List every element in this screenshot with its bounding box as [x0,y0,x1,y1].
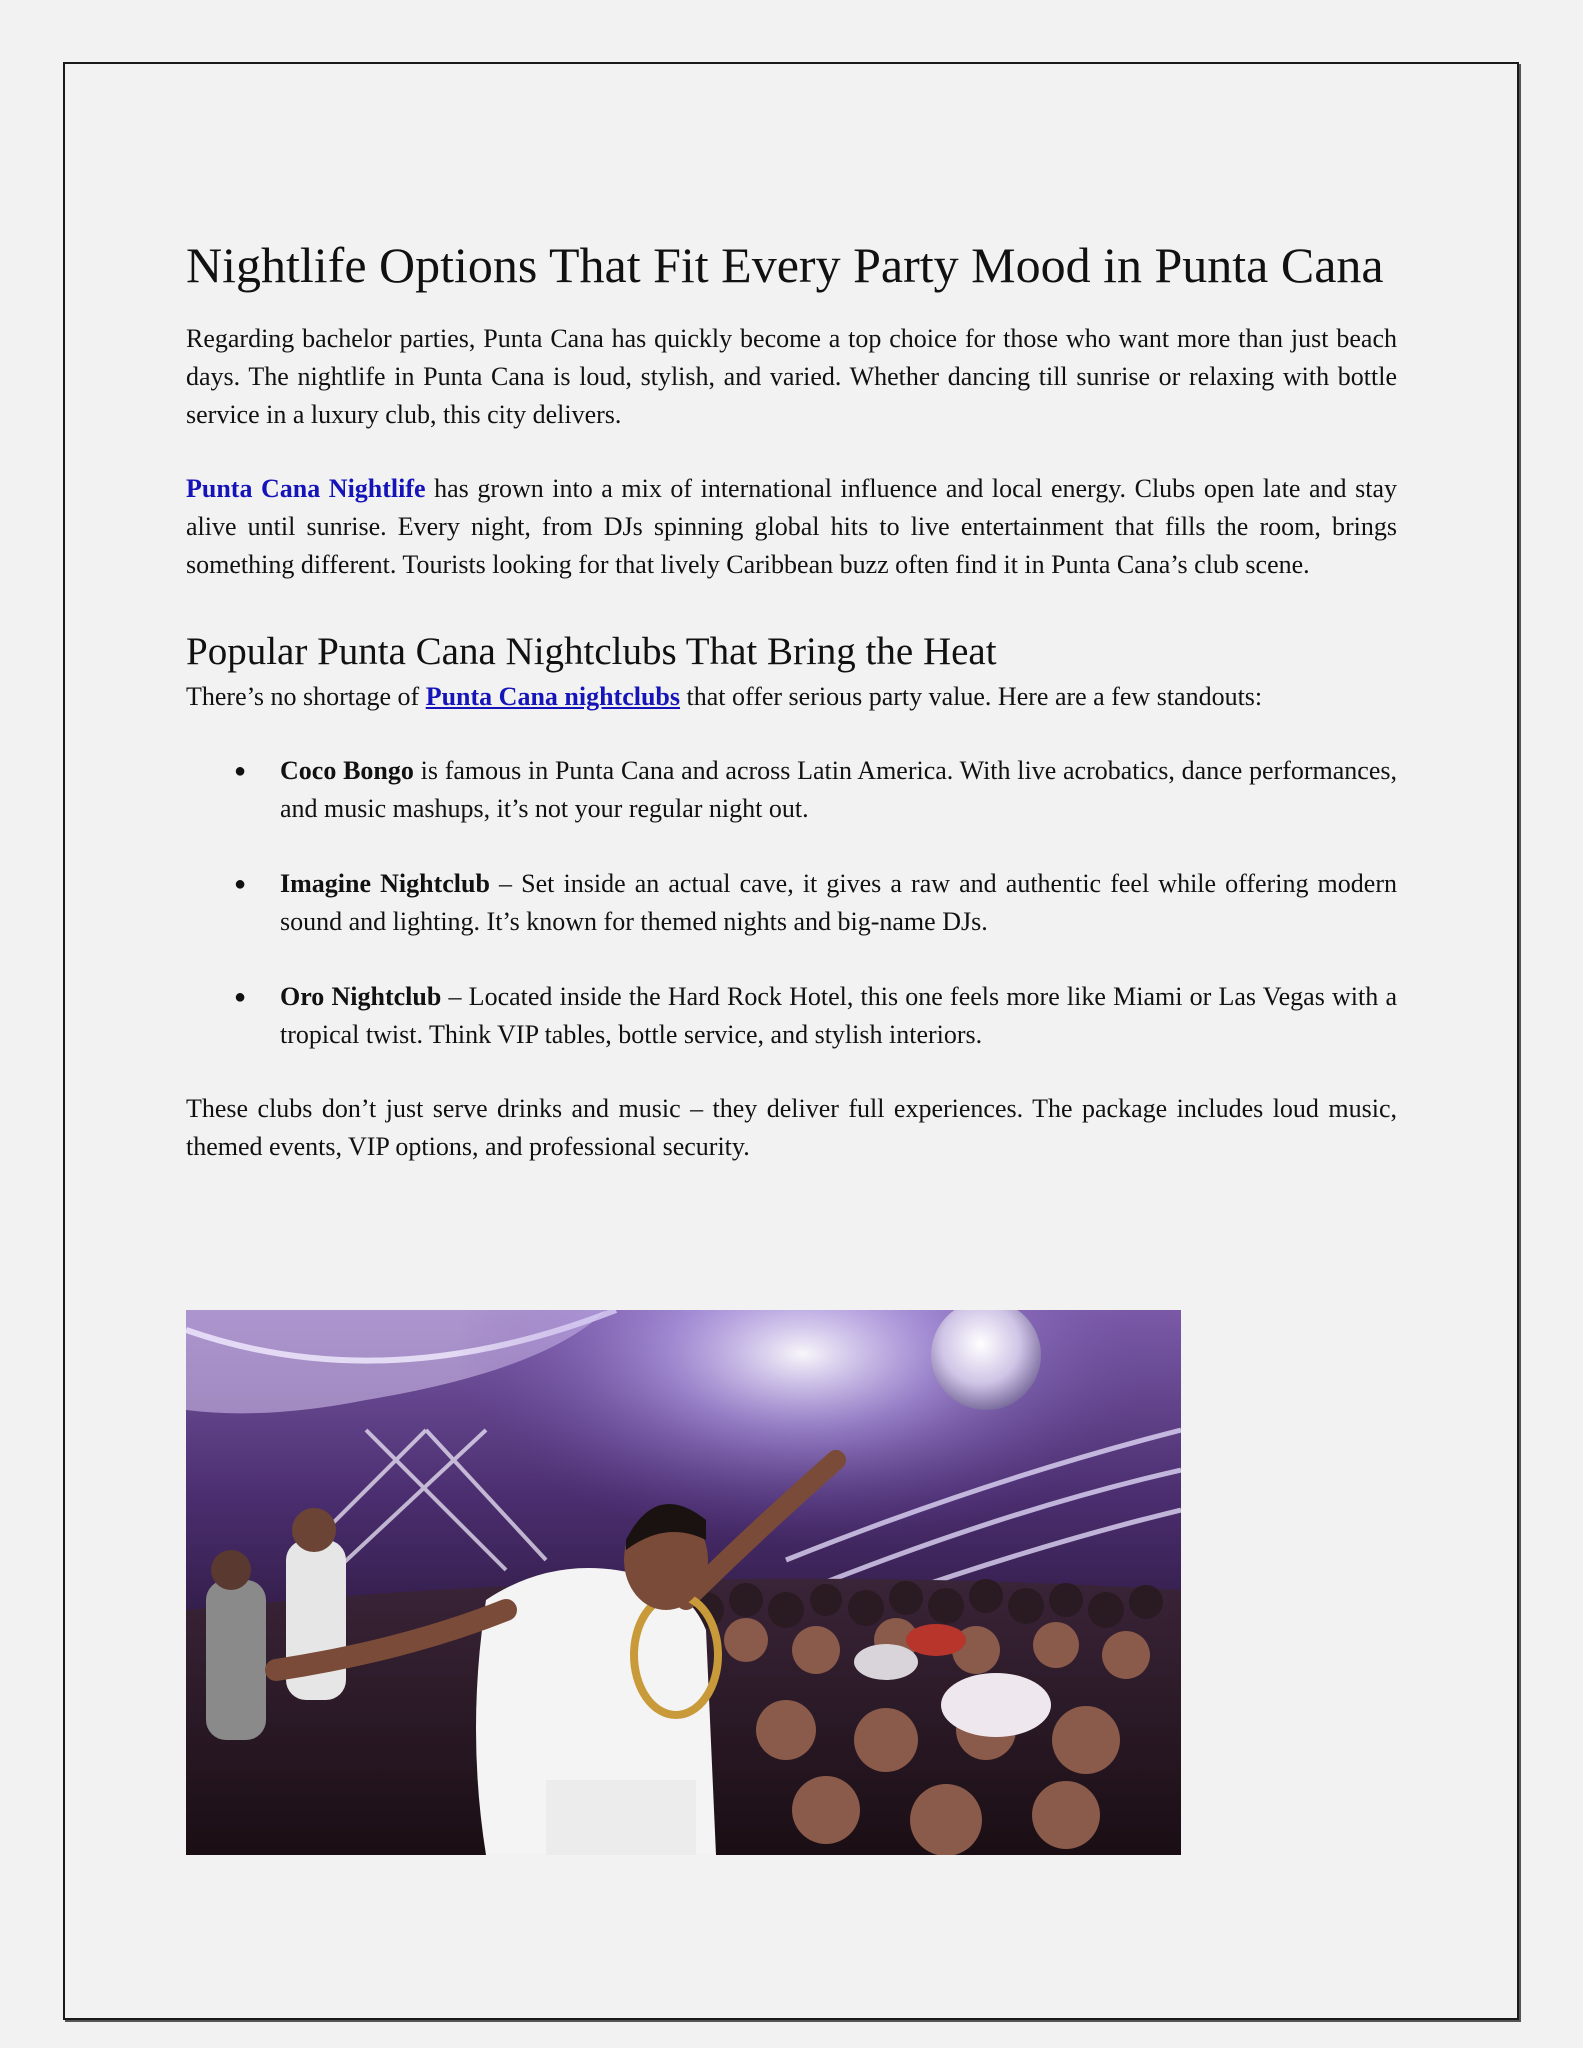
section-intro [186,678,1397,716]
nightclub-photo-illustration [186,1310,1181,1855]
club-list [186,752,1397,1054]
list-item [186,865,1397,941]
punta-cana-nightclubs-link[interactable]: Punta Cana nightclubs [425,682,681,711]
club-name: Coco Bongo [280,756,414,785]
intro-paragraph: Regarding bachelor parties, Punta Cana has quickly become a top choice for those who want more than just beach days. The nightlife in Punta Cana is loud, stylish, and varied. Whether dancing till sunrise or relaxing with bottle service in a luxury club, this city delivers. [186,324,1397,429]
nightclub-photo [186,1310,1181,1855]
club-name: Oro Nightclub [280,982,442,1011]
bullet-icon: ● [234,760,247,782]
bullet-icon: ● [234,873,247,895]
club-description: – Located inside the Hard Rock Hotel, this one feels more like Miami or Las Vegas with a tropical twist. Think VIP tables, bottle service, and stylish interiors. [280,982,1397,1049]
nightlife-paragraph [186,470,1397,584]
club-description: is famous in Punta Cana and across Latin America. With live acrobatics, dance performances, and music mashups, it’s not your regular night out. [280,756,1397,823]
club-name: Imagine Nightclub [280,869,490,898]
page-title: Nightlife Options That Fit Every Party Mood in Punta Cana [186,237,1384,293]
document-content [186,232,1397,1166]
club-description: – Set inside an actual cave, it gives a raw and authentic feel while offering modern sound and lighting. It’s known for themed nights and big-name DJs. [280,869,1397,936]
section-intro-after: that offer serious party value. Here are a few standouts: [680,682,1263,711]
nightlife-paragraph-text: has grown into a mix of international influence and local energy. Clubs open late and stay alive until sunrise. Every night, from DJs spinning global hits to live entertainment that fills the room, brings something different. Tourists looking for that lively Caribbean buzz often find it in Punta Cana’s club scene. [186,474,1397,579]
closing-paragraph: These clubs don’t just serve drinks and music – they deliver full experiences. The package includes loud music, themed events, VIP options, and professional security. [186,1094,1397,1161]
section-heading: Popular Punta Cana Nightclubs That Bring the Heat [186,630,997,673]
punta-cana-nightlife-link[interactable]: Punta Cana Nightlife [186,474,426,503]
bullet-icon: ● [234,986,247,1008]
section-intro-before: There’s no shortage of [186,682,426,711]
list-item [186,752,1397,828]
list-item [186,978,1397,1054]
